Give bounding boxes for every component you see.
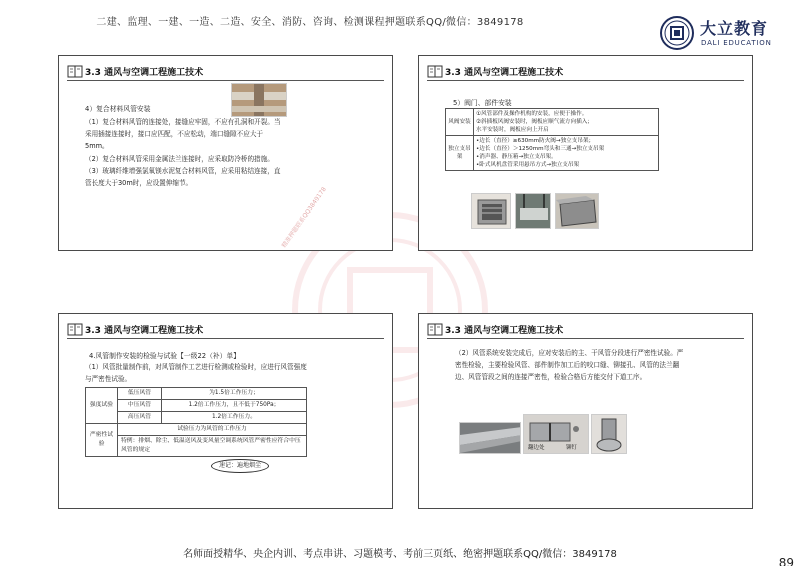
strength-test-label: 强度试验: [86, 388, 118, 424]
slide-duct-testing: [58, 313, 393, 509]
row-label: 风阀安装: [446, 109, 474, 136]
test-value: 1.2倍工作压力。: [162, 412, 307, 424]
duct-elbow-photo: [591, 414, 627, 454]
slide-subheading: 4.风管制作安装的检验与试验【一级22（补）单】: [89, 352, 241, 360]
duct-joint-photo: [523, 414, 589, 454]
slide-subheading: 5）阀门、部件安装: [453, 99, 512, 107]
title-divider: [67, 338, 384, 339]
slide-body: （2）风管系统安装完成后，应对安装后的主、干风管分段进行严密性试验。严密性检验，主要检验风管、部件制作加工后的咬口缝、铆接孔、风管的法兰翻边、风管管段之间的连接严密性，检验合格后方能交付下道工序。: [455, 349, 684, 382]
book-icon: [427, 64, 443, 79]
tightness-test-label: 严密性试验: [86, 424, 118, 457]
slide-system-tightness: [418, 313, 753, 509]
slide-body: （1）风管批量制作前，对风管制作工艺进行检测或检验时，应进行风管强度与严密性试验。: [85, 363, 307, 384]
slide-composite-duct: [58, 55, 393, 251]
table-row: [446, 109, 659, 136]
fire-damper-photo: [471, 193, 511, 229]
table-line: •边长（直径）＞1250mm弯头和三通→独立支吊架: [476, 146, 605, 152]
paragraph-2: （2）复合材料风管采用金属法兰连接时，应采取防冷桥的措施。: [85, 154, 274, 163]
title-divider: [427, 80, 744, 81]
page-number: 89: [778, 556, 794, 566]
duct-type: 中压风管: [118, 400, 162, 412]
installed-ducts-photo: [459, 422, 521, 454]
table-row: [86, 436, 307, 457]
table-line: •卧式风机盘管采用悬吊方式→独立支吊架: [476, 162, 580, 168]
table-line: 水平安装时，阀板应向上开启: [476, 127, 549, 133]
valve-installation-table: [445, 108, 659, 171]
table-row: [446, 136, 659, 171]
row-content: [474, 136, 659, 171]
table-line: ②斜插板风阀安装时，阀板应顺气流方向插入；: [476, 119, 593, 125]
dali-education-logo: [660, 14, 790, 58]
table-line: ①风管部件及操作机构的安装，应便于操作。: [476, 111, 588, 117]
hanger-photo: [515, 193, 551, 229]
table-line: •边长（直径）≥630mm防火阀→独立支吊架；: [476, 138, 595, 144]
slide-title: 3.3 通风与空调工程施工技术: [445, 68, 564, 78]
paragraph-1: （1）复合材料风管的连接处，接缝应牢固，不应有孔洞和开裂。当采用插接连接时，接口应匹配，不应松动，端口缝隙不应大于5mm。: [85, 118, 281, 151]
slide-header: [67, 64, 267, 80]
logo-english-name: DALI EDUCATION: [701, 39, 772, 47]
diagonal-stamp-text: 精准押题联系QQ3849178: [280, 186, 328, 250]
test-pressure-table: [85, 387, 307, 457]
slide-header: [427, 322, 627, 338]
table-line: •消声器、静压箱→独立支吊架。: [476, 154, 557, 160]
photo-label-rivet: 铆钉: [566, 445, 578, 451]
row-content: [474, 109, 659, 136]
duct-ceiling-photo: [231, 83, 287, 117]
slide-subheading: 4）复合材料风管安装: [85, 105, 151, 113]
logo-seal-icon: [660, 16, 694, 50]
photo-label-flange: 翻边处: [528, 445, 545, 451]
slide-header: [67, 322, 267, 338]
tightness-exception: 特例：排烟、除尘、低温送风及变风量空调系统风管严密性应符合中压风管的规定: [118, 436, 307, 457]
slide-valves-components: [418, 55, 753, 251]
slide-header: [427, 64, 627, 80]
silencer-box-photo: [555, 193, 599, 229]
table-row: [86, 388, 307, 400]
paragraph-3: （3）玻璃纤维增强氯氧镁水泥复合材料风管，应采用粘结连接，直管长度大于30m时，应设置伸缩节。: [85, 166, 281, 188]
page-header-text: 二建、监理、一建、一造、二造、安全、消防、咨询、检测课程押题联系QQ/微信：3849178: [96, 17, 524, 28]
title-divider: [67, 80, 384, 81]
memory-tip-bubble: 速记：遍地烟尘: [211, 459, 269, 473]
slide-body: [85, 116, 283, 189]
slide-title: 3.3 通风与空调工程施工技术: [85, 326, 204, 336]
duct-type: 低压风管: [118, 388, 162, 400]
table-row: [86, 412, 307, 424]
row-label: 独立支吊架: [446, 136, 474, 171]
book-icon: [67, 64, 83, 79]
test-value: 1.2倍工作压力，且不低于750Pa；: [162, 400, 307, 412]
tightness-rule: 试验压力为风管的工作压力: [118, 424, 307, 436]
table-row: [86, 424, 307, 436]
book-icon: [427, 322, 443, 337]
slide-title: 3.3 通风与空调工程施工技术: [85, 68, 204, 78]
test-value: 为1.5倍工作压力；: [162, 388, 307, 400]
book-icon: [67, 322, 83, 337]
page-footer-text: 名师面授精华、央企内训、考点串讲、习题模考、考前三页纸、绝密押题联系QQ/微信：3849178: [183, 549, 617, 560]
duct-type: 高压风管: [118, 412, 162, 424]
slide-title: 3.3 通风与空调工程施工技术: [445, 326, 564, 336]
title-divider: [427, 338, 744, 339]
table-row: [86, 400, 307, 412]
logo-chinese-name: 大立教育: [700, 19, 769, 38]
